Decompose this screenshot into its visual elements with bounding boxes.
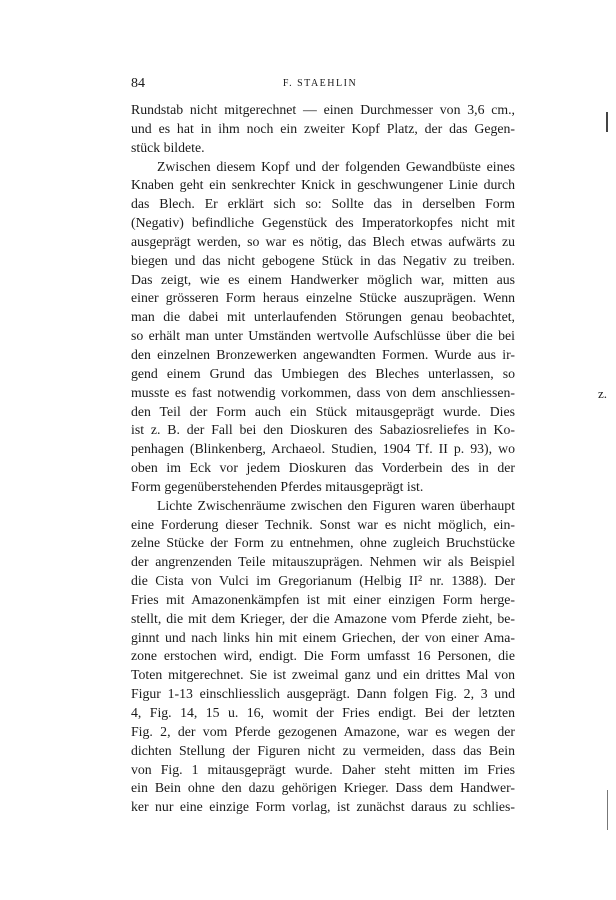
- text-line: die Cista von Vulci im Gregorianum (Helbig II² nr. 1388). Der: [131, 573, 515, 589]
- text-line: biegen und das nicht gebogene Stück in das Negativ zu treiben.: [131, 252, 515, 268]
- text-line: von Fig. 1 mitausgeprägt wurde. Daher steht mitten im Fries: [131, 761, 515, 777]
- text-line: ein Bein ohne den dazu gehörigen Krieger. Dass dem Handwer-: [131, 780, 515, 796]
- running-head: F. STAEHLIN: [282, 78, 358, 89]
- margin-mark-bottom: [607, 790, 608, 830]
- text-line: das Blech. Er erklärt sich so: Sollte das in derselben Form: [131, 196, 515, 212]
- text-line: stück bildete.: [131, 139, 205, 155]
- text-line: Knaben geht ein senkrechter Knick in geschwungener Linie durch: [131, 177, 515, 193]
- text-line: stellt, die mit dem Krieger, der die Amazone vom Pferde zieht, be-: [131, 610, 515, 626]
- text-line: Figur 1-13 einschliesslich ausgeprägt. Dann folgen Fig. 2, 3 und: [131, 686, 515, 702]
- text-line: Toten mitgerechnet. Sie ist zweimal ganz und ein drittes Mal von: [131, 667, 515, 683]
- margin-mark-note: z.: [598, 386, 608, 401]
- text-line: ausgeprägt werden, so war es nötig, das Blech etwas aufwärts zu: [131, 233, 515, 249]
- text-line: 4, Fig. 14, 15 u. 16, womit der Fries endigt. Bei der letzten: [131, 705, 515, 720]
- text-line: Form gegenüberstehenden Pferdes mitausgeprägt ist.: [131, 478, 424, 494]
- text-line: oben im Eck vor jedem Dioskuren das Vorderbein des in der: [131, 460, 515, 476]
- text-line: den einzelnen Bronzewerken angewandten Formen. Wurde aus ir-: [131, 346, 515, 362]
- text-line: ist z. B. der Fall bei den Dioskuren des Sabaziosreliefes in Ko-: [131, 422, 515, 438]
- text-line: Rundstab nicht mitgerechnet — einen Durchmesser von 3,6 cm.,: [131, 102, 515, 117]
- text-line: zelne Stücke der Form zu entnehmen, ohne zugleich Bruchstücke: [131, 535, 515, 551]
- text-line: der angrenzenden Teile mitauszuprägen. Nehmen wir als Beispiel: [131, 554, 515, 570]
- page-number: 84: [131, 76, 145, 91]
- margin-mark-top: [606, 112, 608, 132]
- text-line: Das zeigt, wie es einem Handwerker möglich war, mitten aus: [131, 271, 515, 287]
- body-text: [131, 101, 515, 817]
- text-line: einer grösseren Form heraus einzelne Stücke auszuprägen. Wenn: [131, 290, 515, 306]
- text-line: zone erstochen wird, endigt. Die Form umfasst 16 Personen, die: [131, 648, 515, 664]
- text-line: ginnt und nach links hin mit einem Griechen, der von einer Ama-: [131, 629, 515, 645]
- text-line: Fries mit Amazonenkämpfen ist mit einer einzigen Form herge-: [131, 591, 515, 607]
- text-line: man die dabei mit unterlaufenden Störungen genau beobachtet,: [131, 309, 515, 325]
- text-line: Lichte Zwischenräume zwischen den Figuren waren überhaupt: [157, 497, 515, 513]
- text-line: ker nur eine einzige Form vorlag, ist zunächst daraus zu schlies-: [131, 799, 515, 815]
- text-line: gend einem Grund das Umbiegen des Bleches unterlassen, so: [131, 365, 515, 381]
- text-line: (Negativ) befindliche Gegenstück des Imperatorkopfes nicht mit: [131, 215, 515, 231]
- text-line: den Teil der Form auch ein Stück mitausgeprägt wurde. Dies: [131, 403, 515, 419]
- text-line: so erhält man unter Umständen wertvolle Aufschlüsse über die bei: [131, 328, 515, 344]
- text-line: eine Forderung dieser Technik. Sonst war es nicht möglich, ein-: [131, 516, 515, 532]
- text-line: dichten Stellung der Figuren nicht zu vermeiden, dass das Bein: [131, 742, 515, 758]
- text-line: und es hat in ihm noch ein zweiter Kopf Platz, der das Gegen-: [131, 120, 515, 136]
- text-line: Zwischen diesem Kopf und der folgenden Gewandbüste eines: [157, 158, 515, 174]
- text-line: musste es fast notwendig vorkommen, dass von dem anschliessen-: [131, 384, 515, 400]
- text-line: Fig. 2, der vom Pferde gezogenen Amazone, war es wegen der: [131, 723, 515, 739]
- text-line: penhagen (Blinkenberg, Archaeol. Studien, 1904 Tf. II p. 93), wo: [131, 441, 515, 457]
